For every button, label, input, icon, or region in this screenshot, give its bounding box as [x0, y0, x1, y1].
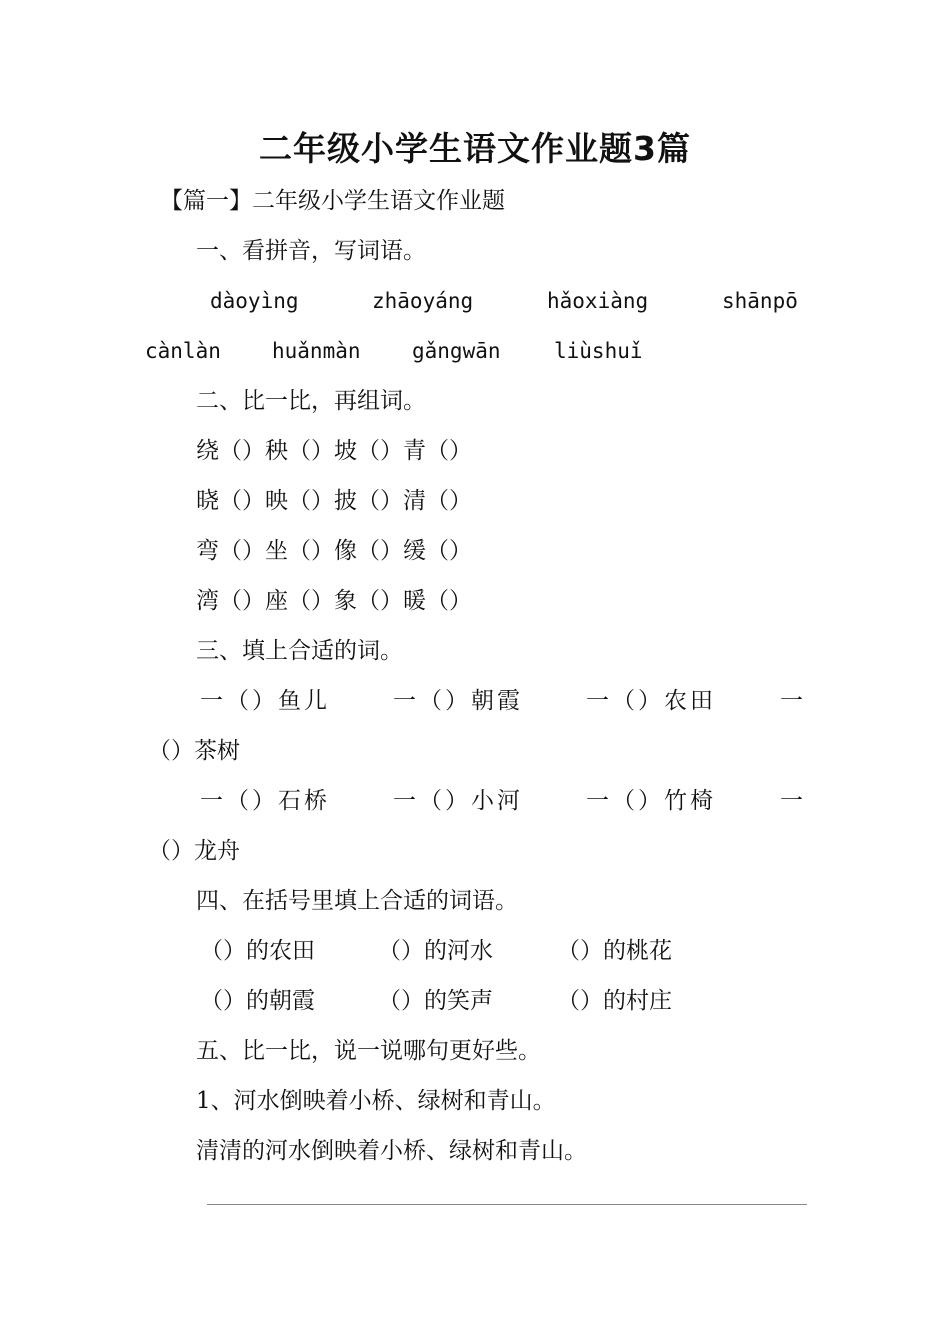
fill-item: （）的村庄 [557, 988, 672, 1014]
pinyin-item: dàoyìng [210, 289, 299, 313]
section-heading: 【篇一】二年级小学生语文作业题 [160, 188, 505, 214]
fill-item: （）的朝霞 [200, 988, 315, 1014]
fill-item: （）的农田 [200, 938, 315, 964]
fill-item: 一 [780, 688, 803, 714]
q3-heading: 三、填上合适的词。 [196, 638, 403, 664]
q2-heading: 二、比一比，再组词。 [196, 388, 426, 414]
sentence: 清清的河水倒映着小桥、绿树和青山。 [196, 1138, 587, 1164]
compare-row: 绕（）秧（）坡（）青（） [196, 438, 472, 464]
pinyin-item: shānpō [722, 289, 798, 313]
fill-item: （）的桃花 [557, 938, 672, 964]
fill-item: 一 [780, 788, 803, 814]
fill-item: 一（）朝霞 [393, 688, 523, 714]
fill-item: 一（）石桥 [200, 788, 330, 814]
fill-item: 一（）鱼儿 [200, 688, 330, 714]
fill-item: 一（）农田 [586, 688, 716, 714]
q1-heading: 一、看拼音，写词语。 [196, 238, 426, 264]
answer-line [207, 1204, 807, 1205]
pinyin-item: huǎnmàn [272, 339, 361, 363]
q4-heading: 四、在括号里填上合适的词语。 [196, 888, 518, 914]
compare-row: 晓（）映（）披（）清（） [196, 488, 472, 514]
compare-row: 湾（）座（）象（）暖（） [196, 588, 472, 614]
fill-item: （）的笑声 [378, 988, 493, 1014]
pinyin-item: hǎoxiàng [547, 289, 649, 313]
sentence: 1、河水倒映着小桥、绿树和青山。 [196, 1088, 556, 1114]
fill-item: 一（）竹椅 [586, 788, 716, 814]
pinyin-item: liùshuǐ [554, 339, 643, 363]
fill-item: 一（）小河 [393, 788, 523, 814]
fill-item: （）的河水 [378, 938, 493, 964]
fill-item-wrap: （）茶树 [148, 738, 240, 764]
compare-row: 弯（）坐（）像（）缓（） [196, 538, 472, 564]
pinyin-item: zhāoyáng [372, 289, 474, 313]
pinyin-item: gǎngwān [412, 339, 501, 363]
page-title: 二年级小学生语文作业题3篇 [259, 129, 691, 168]
fill-item-wrap: （）龙舟 [148, 838, 240, 864]
q5-heading: 五、比一比，说一说哪句更好些。 [196, 1038, 541, 1064]
pinyin-item: cànlàn [145, 339, 221, 363]
